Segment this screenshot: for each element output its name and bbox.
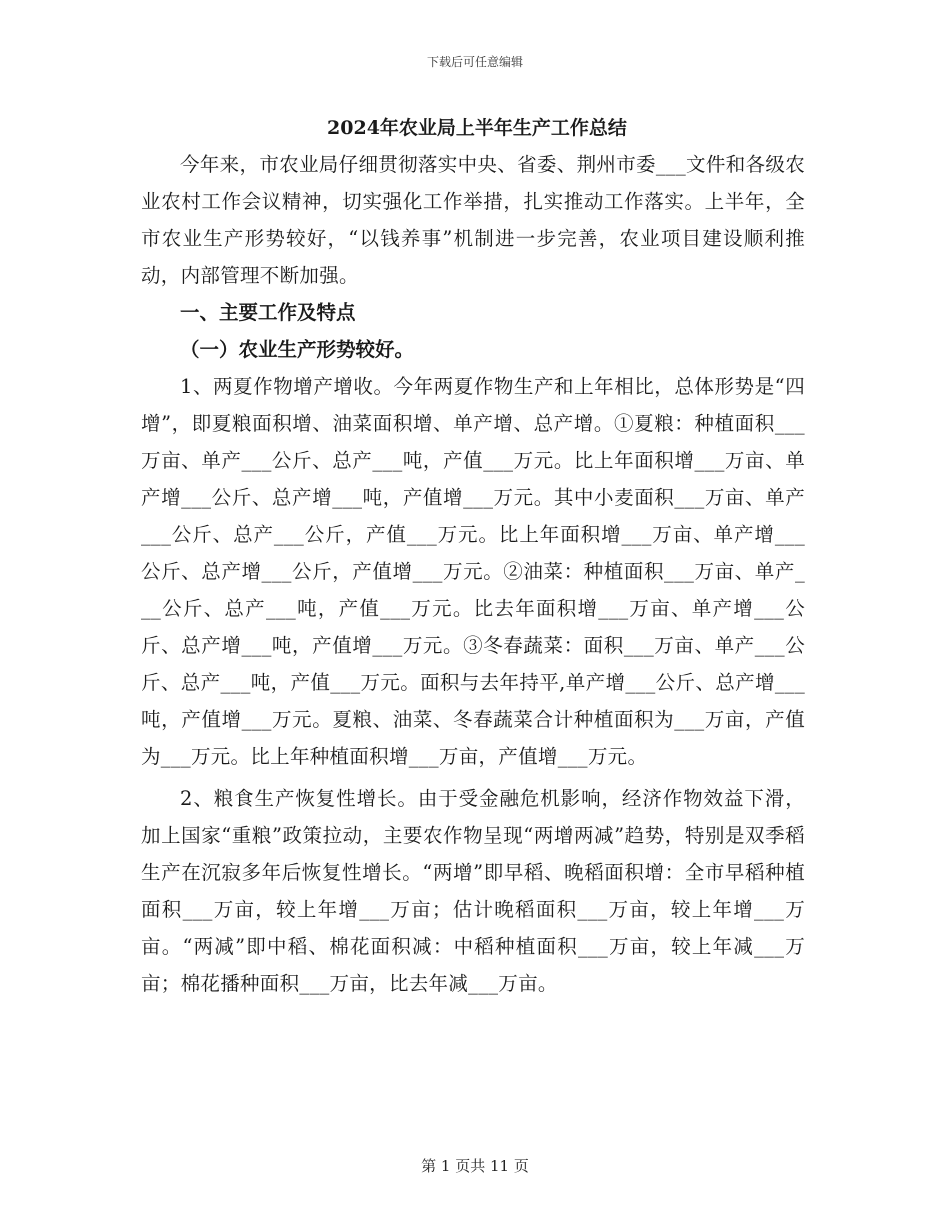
subsection-heading: （一）农业生产形势较好。 [180, 338, 415, 361]
header-note: 下载后可任意编辑 [426, 55, 523, 69]
document-body [141, 112, 805, 1002]
paragraph-summer-crops: 1、两夏作物增产增收。今年两夏作物生产和上年相比，总体形势是“四增”，即夏粮面积增、油菜面积增、单产增、总产增。①夏粮：种植面积___万亩、单产___公斤、总产___吨，产值___万元。比上年面积增___万亩、单产增___公斤、总产增___吨，产值增___万元。其中小麦面积___万亩、单产___公斤、总产___公斤，产值___万元。比上年面积增___万亩、单产增___公斤、总产增___公斤，产值增___万元。②油菜：种植面积___万亩、单产___公斤、总产___吨，产值___万元。比去年面积增___万亩、单产增___公斤、总产增___吨，产值增___万元。③冬春蔬菜：面积___万亩、单产___公斤、总产___吨，产值___万元。面积与去年持平,单产增___公斤、总产增___吨，产值增___万元。夏粮、油菜、冬春蔬菜合计种植面积为___万亩，产值为___万元。比上年种植面积增___万亩，产值增___万元。 [141, 375, 805, 768]
document-title: 2024年农业局上半年生产工作总结 [327, 117, 627, 139]
intro-paragraph: 今年来，市农业局仔细贯彻落实中央、省委、荆州市委___文件和各级农业农村工作会议精神，切实强化工作举措，扎实推动工作落实。上半年，全市农业生产形势较好，“以钱养事”机制进一步完善，农业项目建设顺利推动，内部管理不断加强。 [141, 153, 805, 287]
page-footer: 第 1 页共 11 页 [421, 1157, 529, 1175]
paragraph-grain-production: 2、粮食生产恢复性增长。由于受金融危机影响，经济作物效益下滑，加上国家“重粮”政策拉动，主要农作物呈现“两增两减”趋势，特别是双季稻生产在沉寂多年后恢复性增长。“两增”即早稻、晚稻面积增：全市早稻种植面积___万亩，较上年增___万亩；估计晚稻面积___万亩，较上年增___万亩。“两减”即中稻、棉花面积减：中稻种植面积___万亩，较上年减___万亩；棉花播种面积___万亩，比去年减___万亩。 [141, 787, 805, 995]
section-heading: 一、主要工作及特点 [180, 301, 356, 324]
